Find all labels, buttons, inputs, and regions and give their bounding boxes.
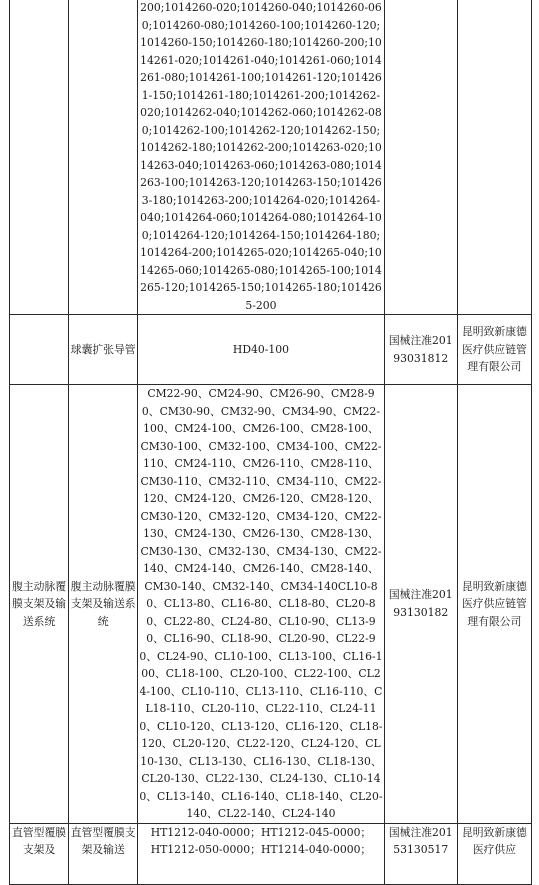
category-cell — [10, 0, 69, 315]
table-row — [10, 385, 532, 824]
category-cell — [10, 315, 69, 385]
category-cell: 腹主动脉覆膜支架及输送系统 — [10, 385, 69, 824]
specification-cell: 200;1014260-020;1014260-040;1014260-060;1014260-080;1014260-100;1014260-120;1014260-150;1014260-180;1014260-200;1014261-020;1014261-040;1014261-060;1014261-080;1014261-100;1014261-120;1014261-150;1014261-180;1014261-200;1014262-020;1014262-040;1014262-060;1014262-080;1014262-100;1014262-120;1014262-150;1014262-180;1014262-200;1014263-020;1014263-040;1014263-060;1014263-080;1014263-100;1014263-120;1014263-150;1014263-180;1014263-200;1014264-020;1014264-040;1014264-060;1014264-080;1014264-100;1014264-120;1014264-150;1014264-180;1014264-200;1014265-020;1014265-040;1014265-060;1014265-080;1014265-100;1014265-120;1014265-150;1014265-180;1014265-200 — [138, 0, 384, 315]
registration-number-cell — [384, 0, 457, 315]
product-name-cell — [69, 0, 138, 315]
table-row — [10, 315, 532, 385]
company-cell: 昆明致新康德医疗供应链管理有限公司 — [457, 315, 531, 385]
product-name-cell: 球囊扩张导管 — [69, 315, 138, 385]
registration-number-cell: 国械注准20153130517 — [384, 823, 457, 884]
specification-cell: HD40-100 — [138, 315, 384, 385]
registration-number-cell: 国械注准20193031812 — [384, 315, 457, 385]
product-registration-table — [9, 0, 532, 885]
specification-cell — [138, 823, 384, 884]
company-cell: 昆明致新康德医疗供应 — [457, 823, 531, 884]
table-row — [10, 823, 532, 884]
category-cell: 直管型覆膜支架及 — [10, 823, 69, 884]
company-cell — [457, 0, 531, 315]
specification-line: HT1212-050-0000；HT1214-040-0000； — [150, 843, 372, 856]
registration-number-cell: 国械注准20193130182 — [384, 385, 457, 824]
company-cell: 昆明致新康德医疗供应链管理有限公司 — [457, 385, 531, 824]
table-row — [10, 0, 532, 315]
product-name-cell: 直管型覆膜支架及输送 — [69, 823, 138, 884]
specification-line: HT1212-040-0000；HT1212-045-0000； — [150, 825, 372, 839]
product-name-cell: 腹主动脉覆膜支架及输送系统 — [69, 385, 138, 824]
specification-cell: CM22-90、CM24-90、CM26-90、CM28-90、CM30-90、CM32-90、CM34-90、CM22-100、CM24-100、CM26-100、CM28-100、CM30-100、CM32-100、CM34-100、CM22-110、CM24-110、CM26-110、CM28-110、CM30-110、CM32-110、CM34-110、CM22-120、CM24-120、CM26-120、CM28-120、CM30-120、CM32-120、CM34-120、CM22-130、CM24-130、CM26-130、CM28-130、CM30-130、CM32-130、CM34-130、CM22-140、CM24-140、CM26-140、CM28-140、CM30-140、CM32-140、CM34-140CL10-80、CL13-80、CL16-80、CL18-80、CL20-80、CL22-80、CL24-80、CL10-90、CL13-90、CL16-90、CL18-90、CL20-90、CL22-90、CL24-90、CL10-100、CL13-100、CL16-100、CL18-100、CL20-100、CL22-100、CL24-100、CL10-110、CL13-110、CL16-110、CL18-110、CL20-110、CL22-110、CL24-110、CL10-120、CL13-120、CL16-120、CL18-120、CL20-120、CL22-120、CL24-120、CL10-130、CL13-130、CL16-130、CL18-130、CL20-130、CL22-130、CL24-130、CL10-140、CL13-140、CL16-140、CL18-140、CL20-140、CL22-140、CL24-140 — [138, 385, 384, 824]
